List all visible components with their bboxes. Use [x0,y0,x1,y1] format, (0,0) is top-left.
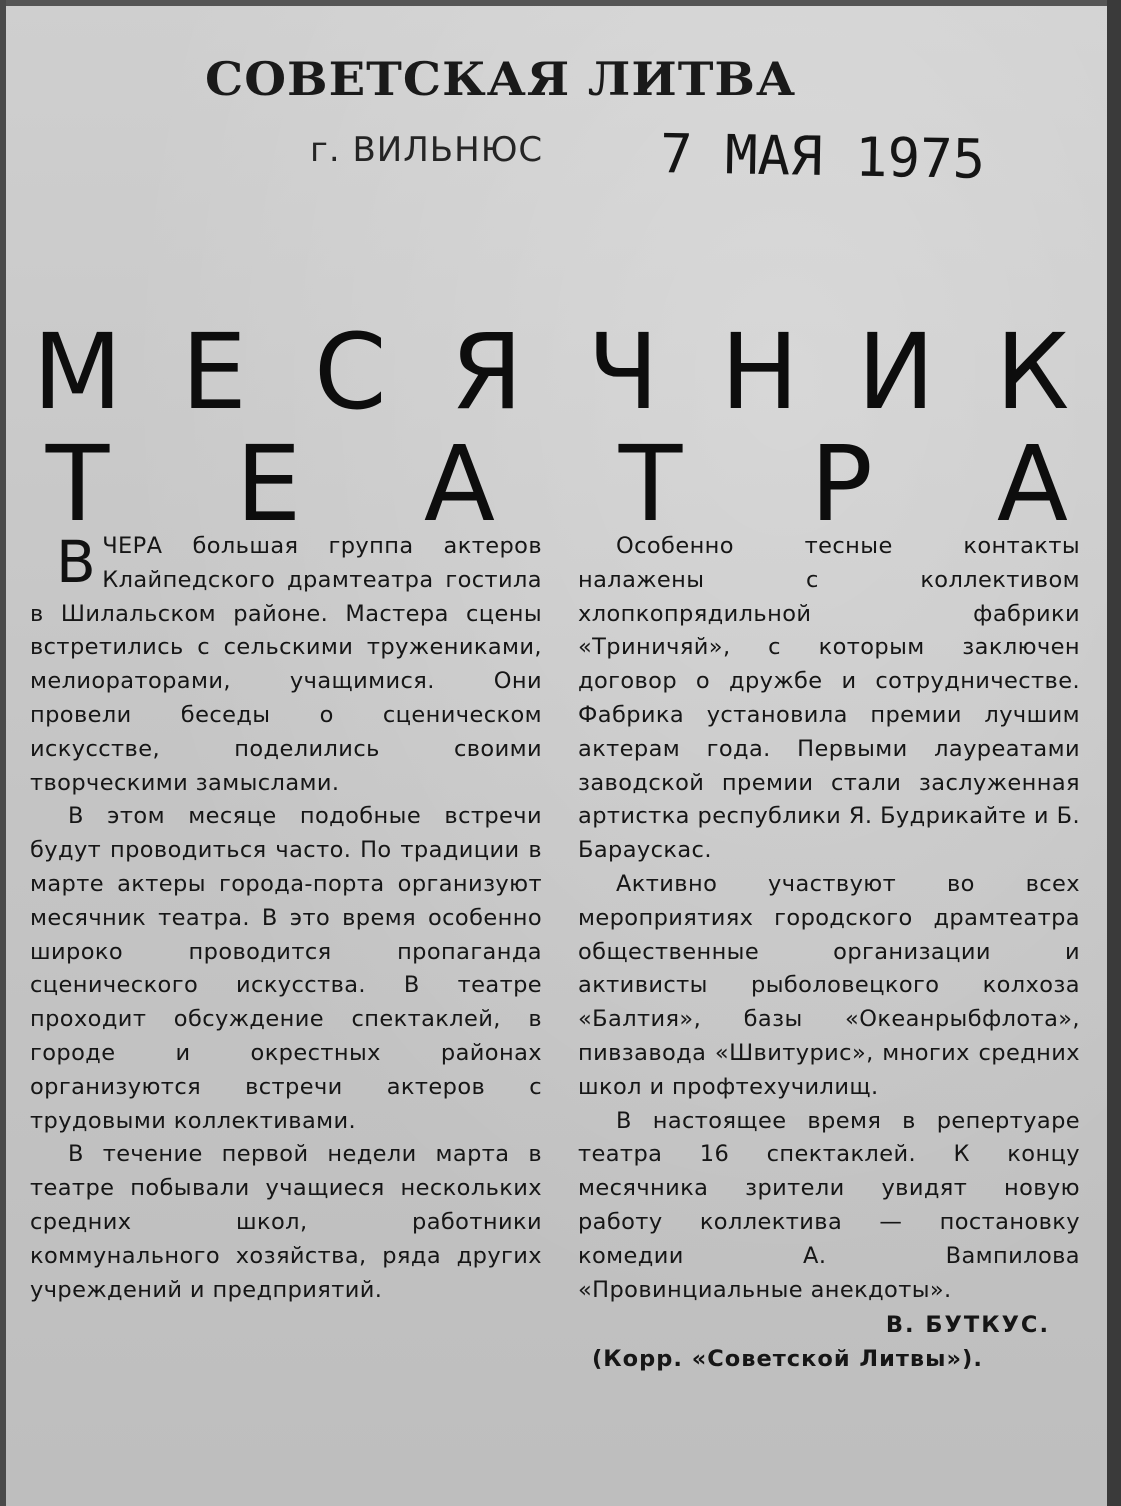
headline-letter: С [314,311,387,433]
author-signature: В. БУТКУС. [885,1312,1050,1339]
headline-line-2 [30,423,1080,545]
article-paragraph [30,530,542,800]
headline-letter: К [995,311,1070,433]
paragraph-text: ЧЕРА большая группа актеров Клайпедского драмтеатра гостила в Шилальском районе. Мастера сцены встретились с сельскими тружениками, мелиораторами, учащимися. Они провели беседы о сценическом искусстве, поделились своими творческими замыслами. [30,533,542,796]
headline [30,311,1090,545]
stamp-date: 7 МАЯ 1975 [659,122,986,191]
scan-edge-right [1107,0,1121,1506]
headline-letter: Т [45,423,110,545]
stamp-city: г. ВИЛЬНЮС [310,130,544,170]
headline-letter: А [996,423,1069,545]
article-paragraph: В этом месяце подобные встречи будут проводиться часто. По традиции в марте актеры города-порта организуют месячник театра. В это время особенно широко проводится пропаганда сценического искусства. В театре проходит обсуждение спектаклей, в городе и окрестных районах организуются встречи актеров с трудовыми коллективами. [30,803,542,1134]
headline-letter: Р [810,423,873,545]
headline-line-1 [30,311,1080,433]
scan-edge-left [0,0,6,1506]
headline-letter: Е [235,423,302,545]
article-column-left [30,530,542,1307]
headline-letter: А [423,423,496,545]
headline-letter: Н [720,311,799,433]
article-paragraph: В течение первой недели марта в театре побывали учащиеся нескольких средних школ, работники коммунального хозяйства, ряда других учреждений и предприятий. [30,1141,542,1303]
article-paragraph: Активно участвуют во всех мероприятиях городского драмтеатра общественные организации и активисты рыболовецкого колхоза «Балтия», базы «Океанрыбфлота», пивзавода «Швитурис», многих средних школ и профтехучилищ. [578,870,1080,1100]
article-paragraph: Особенно тесные контакты налажены с коллективом хлопкопрядильной фабрики «Триничяй», с которым заключен договор о дружбе и сотрудничестве. Фабрика установила премии лучшим актерам года. Первыми лауреатами заводской премии стали заслуженная артистка республики Я. Будрикайте и Б. Бараускас. [578,533,1080,864]
headline-letter: И [857,311,935,433]
headline-letter: Т [618,423,683,545]
headline-letter: Ч [587,311,659,433]
headline-letter: Я [450,311,523,433]
scan-edge-top [0,0,1121,6]
headline-letter: М [32,311,123,433]
drop-cap: В [56,528,97,596]
headline-letter: Е [181,311,247,433]
article-paragraph: В настоящее время в репертуаре театра 16 спектаклей. К концу месячника зрители увидят новую работу коллектива — постановку комедии А. Вампилова «Провинциальные анекдоты». [578,1107,1080,1303]
stamp-newspaper-name: СОВЕТСКАЯ ЛИТВА [205,53,797,107]
article-column-right [578,530,1080,1377]
author-affiliation: (Корр. «Советской Литвы»). [592,1346,983,1373]
